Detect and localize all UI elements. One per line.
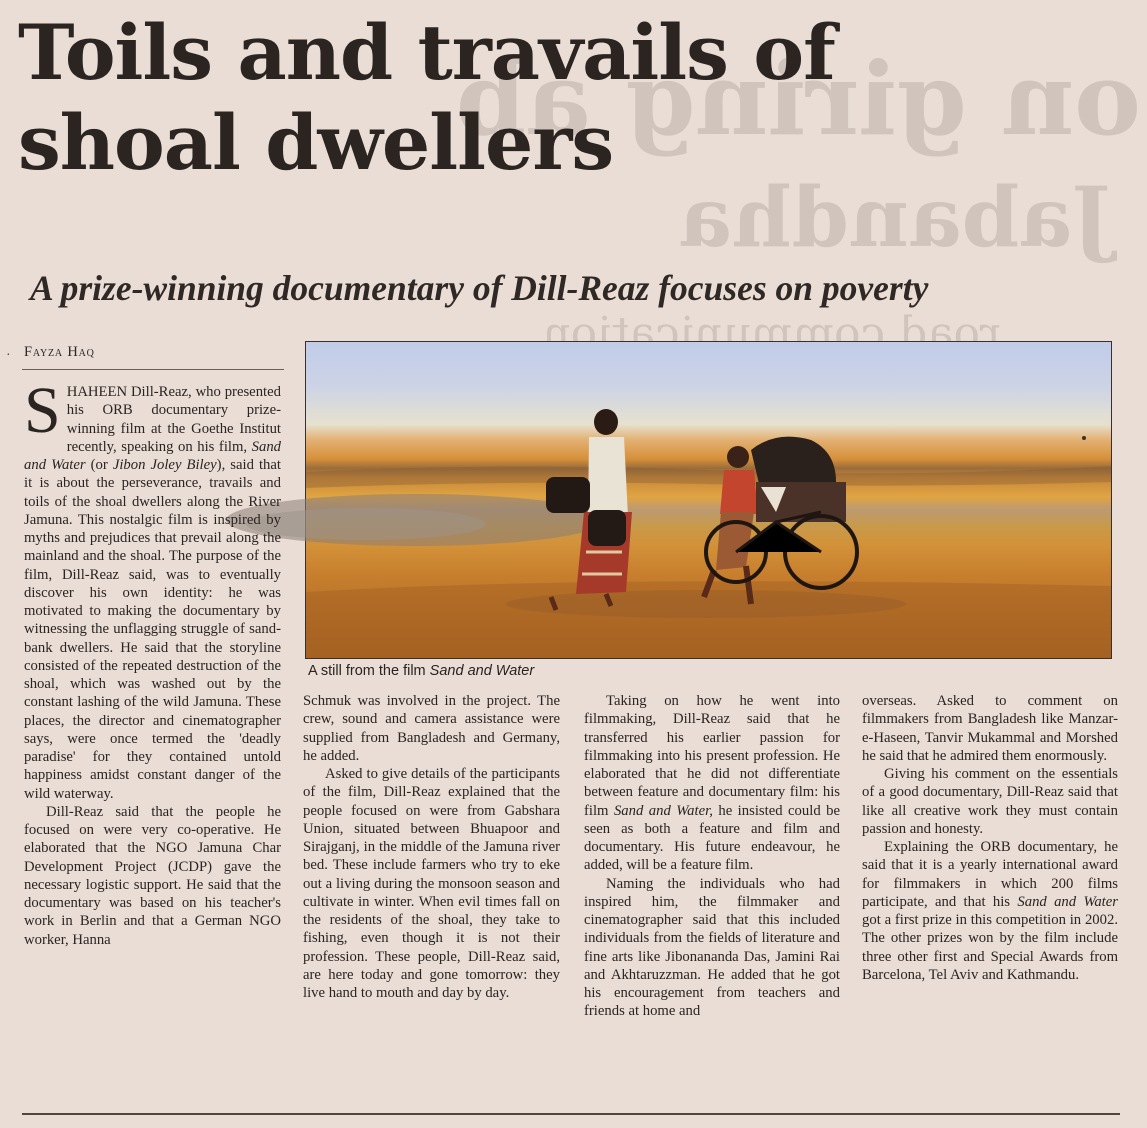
water-reflection [246,508,486,540]
caption-film-title: Sand and Water [429,663,535,679]
film-still-photo [305,341,1112,659]
caption-prefix: A still from the film [308,663,430,679]
subheadline: A prize-winning documentary of Dill-Reaz focuses on poverty [30,268,929,308]
paragraph: Schmuk was involved in the project. The crew, sound and camera assistance were supplied from Bangladesh and Germany, he added. [303,693,560,764]
paragraph: Giving his comment on the essentials of a good documentary, Dill-Reaz said that like all creative work they must contain passion and honesty. [862,766,1118,837]
text-run: Taking on how he went into filmmaking, Dill-Reaz said that he transferred his earlier passion for filmmaking into his present profession. He elaborated that he did not differentiate between feature and documentary film: his film [584,693,840,819]
film-title: Sand and Water, [613,802,713,819]
article-column-2 [303,692,560,1002]
text-run: (or [85,457,113,473]
text-run: HAHEEN Dill-Reaz, who presented his ORB documentary prize-winning film at the Goethe Institut recently, speaking on his film, [66,384,281,455]
paragraph: Asked to give details of the participants of the film, Dill-Reaz explained that the people focused on were from Gabshara Union, situated between Bhuapoor and Sirajganj, in the middle of the Jamuna river bed. These include farmers who try to eke out a living during the monsoon season and cultivate in winter. When evil times fall on the residents of the shoal, they take to fishing, even though it is not their profession. These people, Dill-Reaz said, are here today and gone tomorrow: they live hand to mouth and day by day. [303,766,560,1001]
paragraph: overseas. Asked to comment on filmmakers from Bangladesh like Manzar-e-Haseen, Tanvir Mukammal and Morshed he said that he admired them enormously. [862,693,1118,764]
film-still-illustration [306,342,1111,658]
bleed-line-2: Jabandha [678,170,1111,266]
film-title-bengali: Jibon Joley Biley [112,457,217,473]
bleed-line-1: on giring ab [456,40,1141,158]
article-column-4 [862,692,1118,984]
headline [18,8,1038,188]
headline-line-1: Toils and travails of [18,8,835,97]
text-run: got a first prize in this competition in 2002. The other prizes won by the film include three other first and Special Awards from Barcelona, Tel Aviv and Kathmandu. [862,912,1118,983]
paragraph [24,374,281,803]
headline-line-2: shoal dwellers [18,98,614,187]
byline-rule [22,369,284,370]
text-run: Explaining the ORB documentary, he said that it is a yearly international award for filmmakers in which 200 films participate, and that his [862,839,1118,910]
distant-bird [1082,436,1086,440]
byline: Fayza Haq [24,344,95,360]
article-column-3 [584,692,840,1021]
bleed-line-3: road communication [542,308,1001,359]
text-run: he insisted could be seen as both a feature and film and documentary. His future endeavour, he added, will be a feature film. [584,802,840,874]
drop-cap: S [24,374,61,447]
walking-woman-figure [546,409,632,610]
film-title: Sand and Water [24,438,281,473]
paragraph: Naming the individuals who had inspired him, the filmmaker and cinematographer said that this included individuals from the fields of literature and fine arts like Jibonananda Das, Jamini Rai and Akhtaruzzman. He added that he got his encouragement from teachers and friends at home and [584,875,840,1020]
margin-dot: · [6,348,11,363]
photo-caption [308,663,534,679]
film-title: Sand and Water [1017,893,1118,910]
paragraph: Dill-Reaz said that the people he focused on were very co-operative. He elaborated that the NGO Jamuna Char Development Project (JCDP) gave the necessary logistic support. He said that the documentary was based on his teacher's work in Berlin and that a German NGO worker, Hanna [24,803,281,948]
article-column-1 [24,374,281,949]
paragraph [862,838,1118,984]
text-run: ), said that it is about the perseverance, travails and toils of the shoal dwellers along the River Jamuna. This nostalgic film is inspired by myths and prejudices that prevail along the mainland and the shoal. The purpose of the film, Dill-Reaz said, was to eventually discover his own identity: he was motivated to making the documentary by witnessing the unflagging struggle of sand-bank dwellers. He said that the storyline consisted of the repeated destruction of the shoal, which was washed out by the constant lashing of the wild Jamuna. These places, the director and cinematographer says, were once termed the 'deadly paradise' for they contained untold happiness amidst constant danger of the wild waterway. [24,457,281,802]
distant-bank [306,466,1111,488]
paragraph [584,692,840,875]
bottom-rule [22,1113,1120,1115]
